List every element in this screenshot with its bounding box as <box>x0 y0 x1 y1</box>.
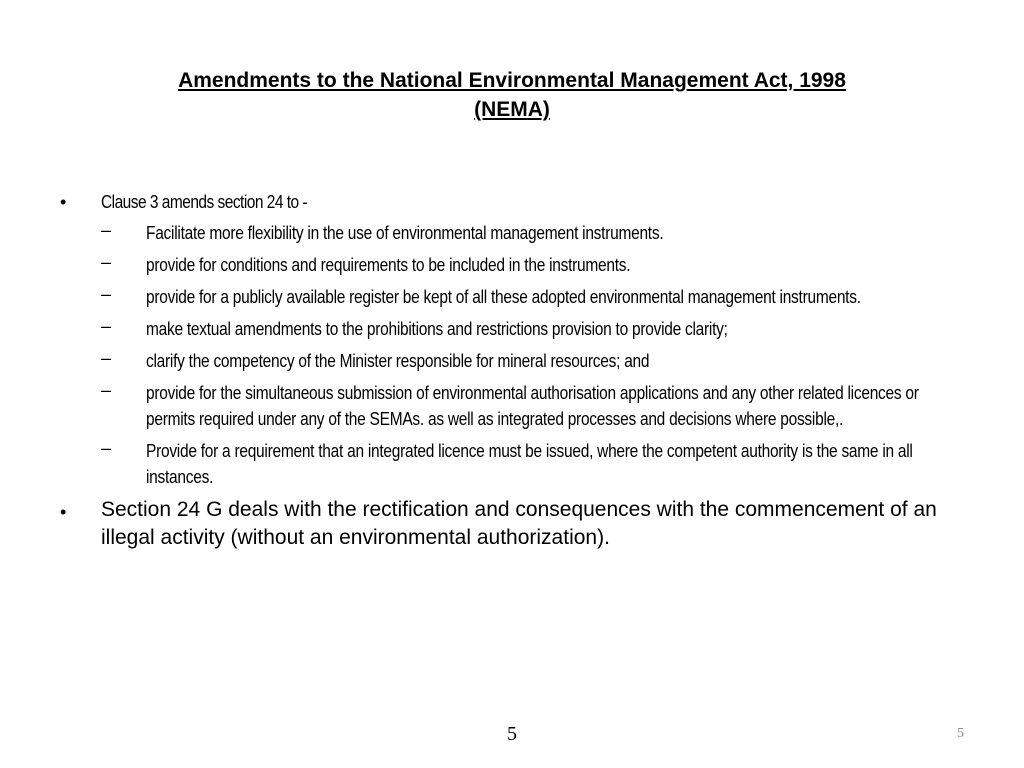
bullet-text: Section 24 G deals with the rectification and consequences with the commencement of an illegal activity (without an environmental authorization). <box>101 498 937 549</box>
sub-bullet-item <box>101 348 970 374</box>
sub-bullet-item <box>101 252 970 278</box>
dash-icon: – <box>101 380 112 400</box>
bullet-dot-icon: • <box>60 192 67 212</box>
sub-bullet-text: provide for conditions and requirements to be included in the instruments. <box>146 255 631 275</box>
sub-bullet-text: provide for a publicly available register be kept of all these adopted environmental management instruments. <box>146 287 861 307</box>
bullet-dot-icon: • <box>60 502 67 522</box>
bullet-text: Clause 3 amends section 24 to - <box>101 192 308 212</box>
sub-bullet-text: Facilitate more flexibility in the use of environmental management instruments. <box>146 223 664 243</box>
sub-bullet-text: clarify the competency of the Minister responsible for mineral resources; and <box>146 351 650 371</box>
bullet-item-section-24g <box>60 496 970 552</box>
sub-bullet-item <box>101 380 970 432</box>
sub-bullet-text: provide for the simultaneous submission of environmental authorisation applications and any other related licences or permits required under any of the SEMAs. as well as integrated processes and decisions where possible,. <box>146 383 919 429</box>
slide-title-line-2: (NEMA) <box>474 98 550 121</box>
dash-icon: – <box>101 438 112 458</box>
sub-bullet-list <box>101 220 970 490</box>
sub-bullet-item <box>101 316 970 342</box>
dash-icon: – <box>101 220 112 240</box>
sub-bullet-text: Provide for a requirement that an integrated licence must be issued, where the competent authority is the same in all instances. <box>146 441 913 487</box>
dash-icon: – <box>101 284 112 304</box>
sub-bullet-item <box>101 284 970 310</box>
dash-icon: – <box>101 348 112 368</box>
bullet-item-clause-3 <box>60 190 970 490</box>
page-number-center: 5 <box>507 723 517 745</box>
slide-content <box>60 190 970 552</box>
dash-icon: – <box>101 252 112 272</box>
slide-number: 5 <box>957 726 964 741</box>
sub-bullet-item <box>101 220 970 246</box>
dash-icon: – <box>101 316 112 336</box>
slide-title-line-1: Amendments to the National Environmental Management Act, 1998 <box>178 69 846 92</box>
slide-title <box>90 66 934 124</box>
sub-bullet-text: make textual amendments to the prohibitions and restrictions provision to provide clarity; <box>146 319 728 339</box>
sub-bullet-item <box>101 438 970 490</box>
